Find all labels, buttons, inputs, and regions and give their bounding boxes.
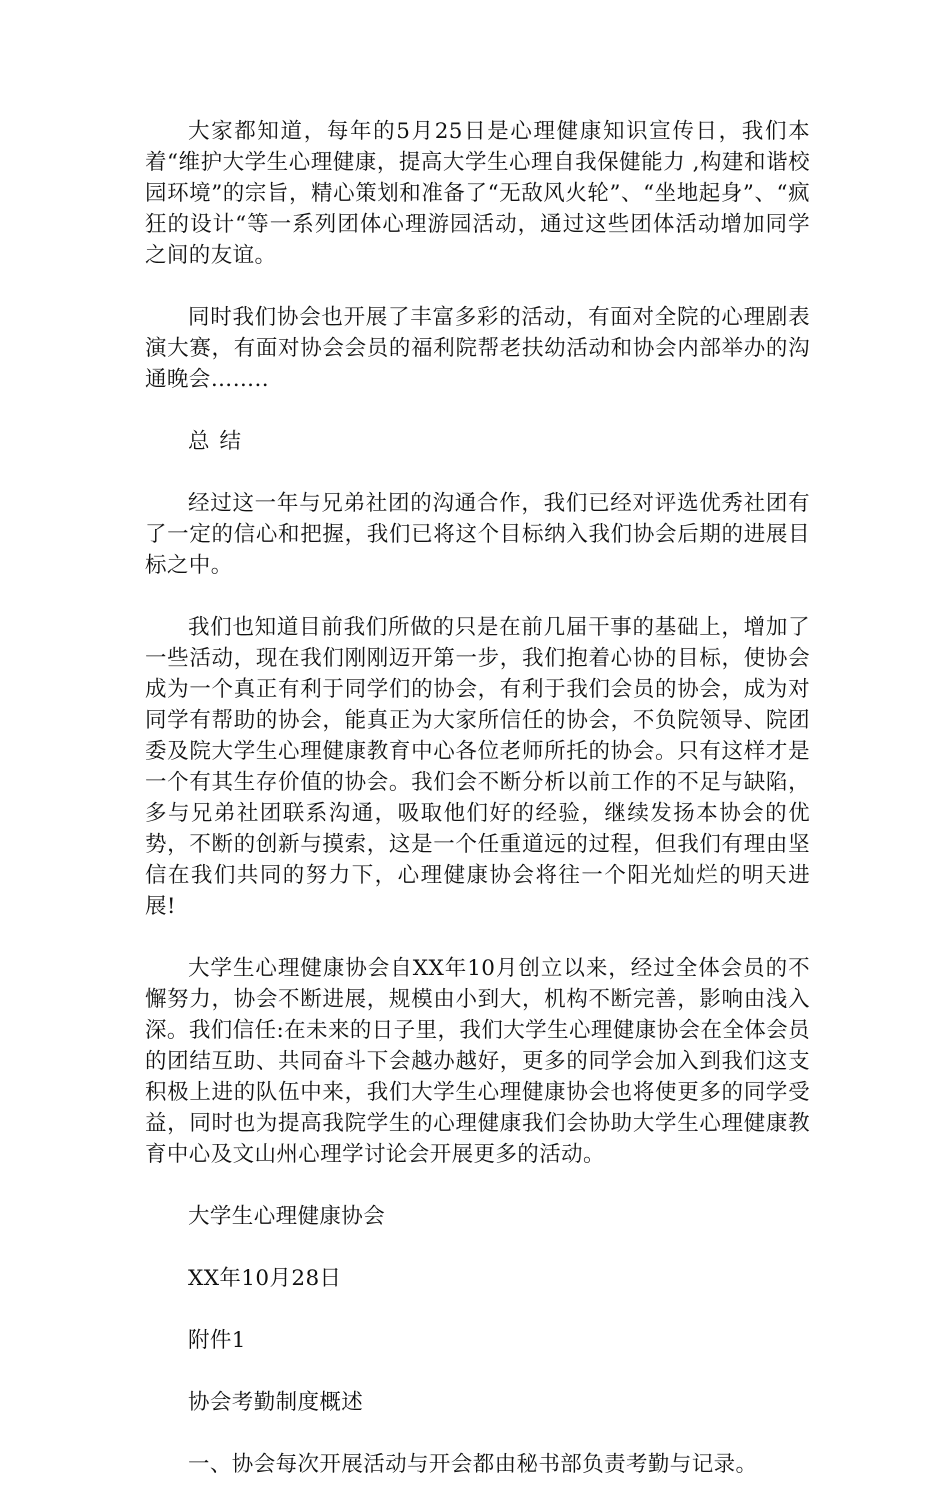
signature-date: XX年10月28日 — [188, 1266, 342, 1291]
attachment-title: 协会考勤制度概述 — [188, 1390, 364, 1415]
section-heading-summary: 总结 — [188, 429, 252, 454]
paragraph-outlook: 大学生心理健康协会自XX年10月创立以来，经过全体会员的不懈努力，协会不断进展，规模由小到大，机构不断完善，影响由浅入深。我们信任:在未来的日子里，我们大学生心理健康协会在全体会员的团结互助、共同奋斗下会越办越好，更多的同学会加入到我们这支积极上进的队伍中来，我们大学生心理健康协会也将使更多的同学受益，同时也为提高我院学生的心理健康我们会协助大学生心理健康教育中心及文山州心理学讨论会开展更多的活动。 — [145, 956, 810, 1167]
attachment-label: 附件1 — [188, 1328, 246, 1353]
document-page — [145, 116, 810, 1511]
paragraph-activities: 同时我们协会也开展了丰富多彩的活动，有面对全院的心理剧表演大赛，有面对协会会员的福利院帮老扶幼活动和协会内部举办的沟通晚会…….. — [145, 305, 810, 392]
signature-organization: 大学生心理健康协会 — [188, 1204, 386, 1229]
paragraph-cooperation: 经过这一年与兄弟社团的沟通合作，我们已经对评选优秀社团有了一定的信心和把握，我们已将这个目标纳入我们协会后期的进展目标之中。 — [145, 491, 810, 578]
paragraph-event-intro: 大家都知道，每年的5月25日是心理健康知识宣传日，我们本着“维护大学生心理健康，提高大学生心理自我保健能力 ,构建和谐校园环境”的宗旨，精心策划和准备了“无敌风火轮”、“坐地起身”、“疯狂的设计“等一系列团体心理游园活动，通过这些团体活动增加同学之间的友谊。 — [145, 119, 810, 268]
paragraph-goals: 我们也知道目前我们所做的只是在前几届干事的基础上，增加了一些活动，现在我们刚刚迈开第一步，我们抱着心协的目标，使协会成为一个真正有利于同学们的协会，有利于我们会员的协会，成为对同学有帮助的协会，能真正为大家所信任的协会，不负院领导、院团委及院大学生心理健康教育中心各位老师所托的协会。只有这样才是一个有其生存价值的协会。我们会不断分析以前工作的不足与缺陷，多与兄弟社团联系沟通，吸取他们好的经验，继续发扬本协会的优势，不断的创新与摸索，这是一个任重道远的过程，但我们有理由坚信在我们共同的努力下，心理健康协会将往一个阳光灿烂的明天进展! — [145, 615, 810, 919]
attendance-rule-1: 一、协会每次开展活动与开会都由秘书部负责考勤与记录。 — [188, 1452, 758, 1477]
